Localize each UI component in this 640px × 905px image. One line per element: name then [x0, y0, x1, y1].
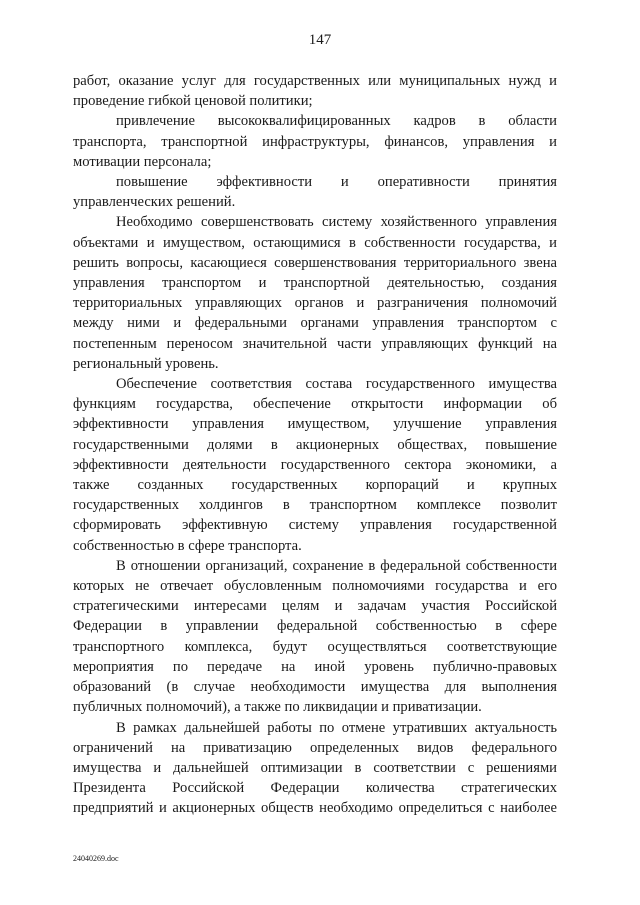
text-line: функциям государства, обеспечение открытости информации об — [73, 396, 557, 413]
text-line: Президента Российской Федерации количества стратегических — [73, 780, 557, 797]
text-line: постепенным переносом значительной части управляющих функций на — [73, 335, 557, 352]
text-line: В рамках дальнейшей работы по отмене утративших актуальность — [116, 719, 557, 736]
text-line: транспорта, транспортной инфраструктуры, финансов, управления и — [73, 133, 557, 150]
text-line: также созданных государственных корпораций и крупных — [73, 477, 557, 494]
text-line: транспортного комплекса, будут осуществляться соответствующие — [73, 638, 557, 655]
text-line: решить вопросы, касающиеся совершенствования территориального звена — [73, 254, 557, 271]
text-line: публичных полномочий), а также по ликвидации и приватизации. — [73, 699, 482, 716]
page-number: 147 — [308, 32, 332, 48]
text-line: территориальных управляющих органов и разграничения полномочий — [73, 295, 557, 312]
text-line: мероприятия по передаче на иной уровень публично-правовых — [73, 658, 557, 675]
text-line: региональный уровень. — [73, 355, 219, 372]
document-filename-footer: 24040269.doc — [73, 854, 119, 863]
text-line: работ, оказание услуг для государственных или муниципальных нужд и — [73, 73, 557, 89]
text-line: управленческих решений. — [73, 194, 236, 211]
text-line: ограничений на приватизацию определенных видов федерального — [73, 739, 557, 756]
text-line: собственностью в сфере транспорта. — [73, 537, 302, 554]
text-line: стратегическими интересами целям и задачам участия Российской — [73, 598, 557, 615]
text-line: В отношении организаций, сохранение в федеральной собственности — [116, 557, 557, 574]
text-line: мотивации персонала; — [73, 153, 212, 170]
text-line: Необходимо совершенствовать систему хозяйственного управления — [116, 214, 557, 231]
text-line: сформировать эффективную систему управления государственной — [73, 517, 557, 534]
text-line: Обеспечение соответствия состава государственного имущества — [116, 376, 557, 393]
text-line: привлечение высококвалифицированных кадров в области — [116, 113, 557, 130]
document-body — [73, 71, 557, 819]
text-line: образований (в случае необходимости имущества для выполнения — [73, 679, 557, 696]
text-line: между ними и федеральными органами управления транспортом с — [73, 315, 557, 332]
text-line: эффективности деятельности государственного сектора экономики, а — [73, 456, 557, 473]
text-line: которых не отвечает обусловленным полномочиями государства и его — [73, 578, 557, 595]
text-line: управления транспортом и транспортной деятельностью, создания — [73, 275, 557, 292]
text-line: проведение гибкой ценовой политики; — [73, 93, 313, 110]
text-line: эффективности управления имуществом, улучшение управления — [73, 416, 557, 433]
text-line: имущества и дальнейшей оптимизации в соответствии с решениями — [73, 759, 557, 776]
text-line: объектами и имуществом, остающимися в собственности государства, и — [73, 234, 557, 251]
text-line: повышение эффективности и оперативности принятия — [116, 174, 557, 191]
text-line: Федерации в управлении федеральной собственностью в сфере — [73, 618, 557, 635]
text-line: предприятий и акционерных обществ необходимо определиться с наиболее — [73, 800, 557, 817]
text-line: государственными долями в акционерных обществах, повышение — [73, 436, 557, 453]
text-line: государственных холдингов в транспортном комплексе позволит — [73, 497, 557, 514]
